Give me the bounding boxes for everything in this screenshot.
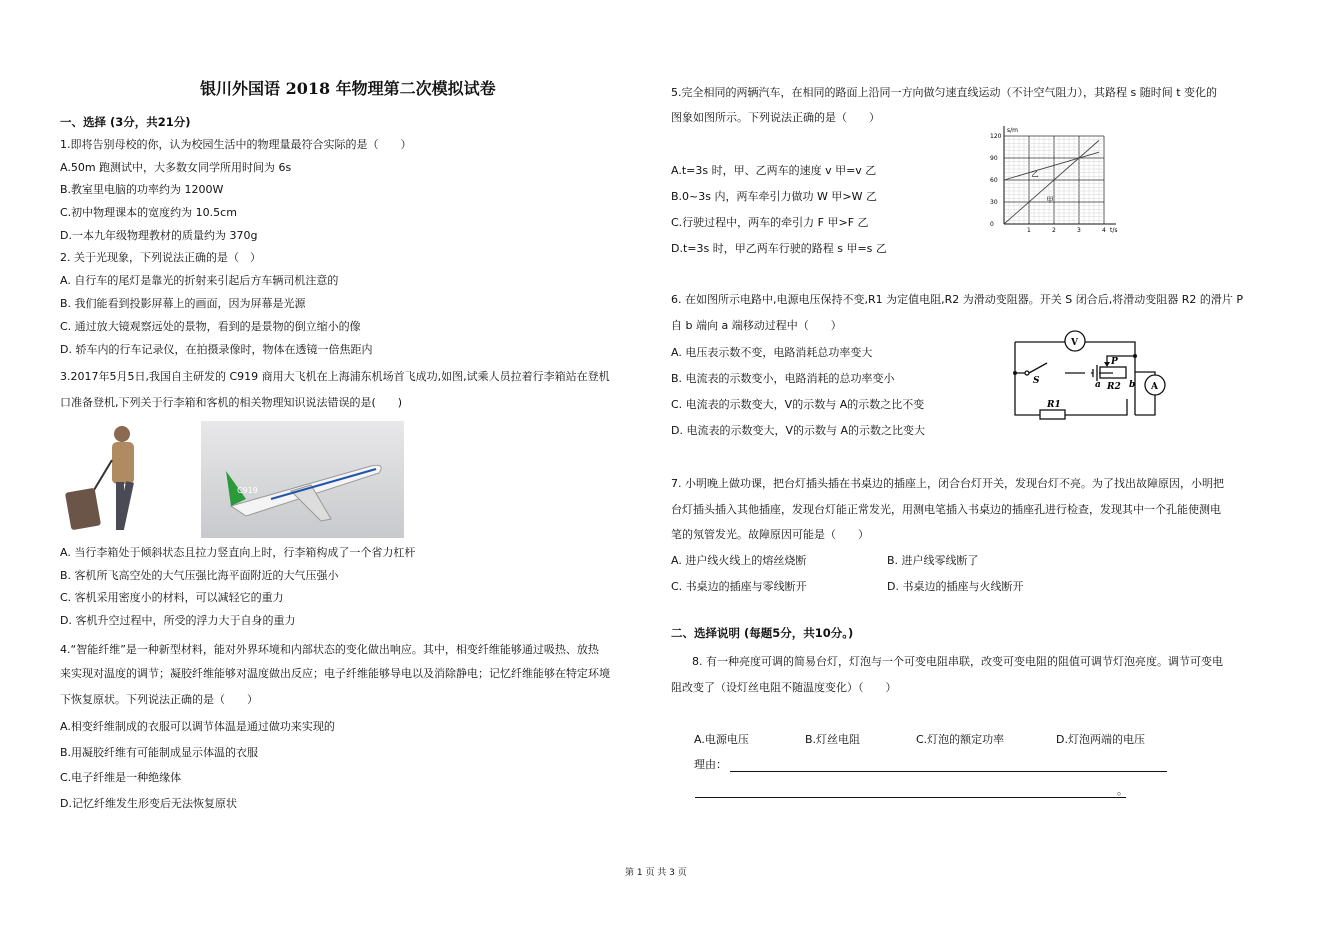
- traveler-with-luggage-image: [60, 420, 195, 538]
- y-tick-label: 30: [990, 199, 998, 206]
- section-1-heading: 一、选择 (3分，共21分): [60, 115, 191, 129]
- q3-option-b: B. 客机所飞高空处的大气压强比海平面附近的大气压强小: [60, 569, 339, 582]
- series-line-0: [1004, 140, 1099, 224]
- q6-option-a: A. 电压表示数不变，电路消耗总功率变大: [671, 346, 873, 359]
- q4-option-c: C.电子纤维是一种绝缘体: [60, 771, 182, 784]
- q8-option-c: C.灯泡的额定功率: [916, 733, 1005, 746]
- q4-stem-line2: 来实现对温度的调节；凝胶纤维能够对温度做出反应；电子纤维能够导电以及消除静电；记忆纤维能够在特定环境: [60, 667, 610, 680]
- q6-stem-line1: 6. 在如图所示电路中,电源电压保持不变,R1 为定值电阻,R2 为滑动变阻器。开关 S 闭合后,将滑动变阻器 R2 的滑片 P: [671, 293, 1243, 306]
- slider-label: P: [1111, 357, 1118, 367]
- series-label-yi: 乙: [1031, 170, 1039, 179]
- plane-tail-text: C919: [237, 486, 258, 495]
- circuit-diagram: [1005, 325, 1180, 420]
- switch-label: S: [1033, 376, 1040, 386]
- series-line-1: [1004, 152, 1099, 180]
- q4-option-a: A.相变纤维制成的衣服可以调节体温是通过做功来实现的: [60, 720, 335, 733]
- q4-option-b: B.用凝胶纤维有可能制成显示体温的衣服: [60, 746, 259, 759]
- reason-answer-line-1[interactable]: [730, 771, 1167, 772]
- x-tick-label: 4: [1102, 227, 1106, 234]
- q5-option-d: D.t=3s 时，甲乙两车行驶的路程 s 甲=s 乙: [671, 242, 887, 255]
- x-tick-label: 1: [1027, 227, 1031, 234]
- q8-end-mark: 。: [1117, 784, 1128, 797]
- reason-answer-line-2[interactable]: [695, 797, 1126, 798]
- ammeter-label: A: [1151, 382, 1158, 392]
- q7-option-a: A. 进户线火线上的熔丝烧断: [671, 554, 807, 567]
- q4-stem-line1: 4.“智能纤维”是一种新型材料，能对外界环境和内部状态的变化做出响应。其中，相变纤维能够通过吸热、放热: [60, 643, 599, 656]
- q5-option-a: A.t=3s 时，甲、乙两车的速度 v 甲=v 乙: [671, 164, 877, 177]
- q8-stem-line1: 8. 有一种亮度可调的简易台灯，灯泡与一个可变电阻串联，改变可变电阻的阻值可调节灯泡亮度。调节可变电: [692, 655, 1223, 668]
- y-tick-label: 90: [990, 155, 998, 162]
- q5-stem-line2: 图象如图所示。下列说法正确的是（ ）: [671, 111, 880, 124]
- page-footer: 第 1 页 共 3 页: [625, 868, 687, 878]
- x-axis-label: t/s: [1110, 227, 1118, 234]
- section-2-heading: 二、选择说明 (每题5分，共10分。): [671, 626, 854, 640]
- q8-option-a: A.电源电压: [694, 733, 749, 746]
- q4-option-d: D.记忆纤维发生形变后无法恢复原状: [60, 797, 237, 810]
- q1-stem: 1.即将告别母校的你，认为校园生活中的物理量最符合实际的是（ ）: [60, 138, 412, 151]
- q2-option-c: C. 通过放大镜观察远处的景物，看到的是景物的倒立缩小的像: [60, 320, 361, 333]
- q7-option-c: C. 书桌边的插座与零线断开: [671, 580, 807, 593]
- q3-option-d: D. 客机升空过程中，所受的浮力大于自身的重力: [60, 614, 296, 627]
- q3-option-a: A. 当行李箱处于倾斜状态且拉力竖直向上时，行李箱构成了一个省力杠杆: [60, 546, 416, 559]
- q3-option-c: C. 客机采用密度小的材料，可以减轻它的重力: [60, 591, 284, 604]
- series-label-jia: 甲: [1046, 196, 1054, 204]
- s-t-graph: [990, 124, 1125, 236]
- q2-stem: 2. 关于光现象，下列说法正确的是（ ）: [60, 251, 261, 264]
- r2-label: R2: [1107, 382, 1121, 392]
- q2-option-b: B. 我们能看到投影屏幕上的画面，因为屏幕是光源: [60, 297, 306, 310]
- page-title: 银川外国语 2018 年物理第二次模拟试卷: [200, 79, 496, 98]
- q8-reason-label: 理由：: [694, 758, 727, 771]
- q7-stem-line3: 笔的氖管发光。故障原因可能是（ ）: [671, 528, 869, 541]
- y-tick-label: 60: [990, 177, 998, 184]
- q2-option-d: D. 轿车内的行车记录仪，在拍摄录像时，物体在透镜一倍焦距内: [60, 343, 373, 356]
- q8-option-b: B.灯丝电阻: [805, 733, 861, 746]
- q8-stem-line2: 阻改变了（设灯丝电阻不随温度变化）（ ）: [671, 681, 897, 694]
- terminal-b-label: b: [1129, 380, 1136, 390]
- q5-option-c: C.行驶过程中，两车的牵引力 F 甲>F 乙: [671, 216, 869, 229]
- q6-option-c: C. 电流表的示数变大，V的示数与 A的示数之比不变: [671, 398, 925, 411]
- q6-stem-line2: 自 b 端向 a 端移动过程中（ ）: [671, 319, 842, 332]
- q4-stem-line3: 下恢复原状。下列说法正确的是（ ）: [60, 693, 258, 706]
- y-axis-label: s/m: [1007, 127, 1018, 134]
- q8-option-d: D.灯泡两端的电压: [1056, 733, 1145, 746]
- q1-option-b: B.教室里电脑的功率约为 1200W: [60, 183, 224, 196]
- c919-airplane-image: [201, 421, 404, 538]
- q1-option-d: D.一本九年级物理教材的质量约为 370g: [60, 229, 258, 242]
- y-tick-label: 120: [990, 133, 1002, 140]
- q1-option-a: A.50m 跑测试中，大多数女同学所用时间为 6s: [60, 161, 292, 174]
- q7-option-d: D. 书桌边的插座与火线断开: [887, 580, 1024, 593]
- x-tick-label: 2: [1052, 227, 1056, 234]
- voltmeter-label: V: [1071, 338, 1078, 348]
- q5-option-b: B.0~3s 内，两车牵引力做功 W 甲>W 乙: [671, 190, 877, 203]
- q5-stem-line1: 5.完全相同的两辆汽车，在相同的路面上沿同一方向做匀速直线运动（不计空气阻力），其路程 s 随时间 t 变化的: [671, 86, 1218, 99]
- q7-stem-line2: 台灯插头插入其他插座，发现台灯能正常发光，用测电笔插入书桌边的插座孔进行检查，发现其中一个孔能使测电: [671, 503, 1221, 516]
- r1-label: R1: [1047, 400, 1061, 410]
- q2-option-a: A. 自行车的尾灯是靠光的折射来引起后方车辆司机注意的: [60, 274, 339, 287]
- q1-option-c: C.初中物理课本的宽度约为 10.5cm: [60, 206, 237, 219]
- q7-stem-line1: 7. 小明晚上做功课，把台灯插头插在书桌边的插座上，闭合台灯开关，发现台灯不亮。为了找出故障原因，小明把: [671, 477, 1224, 490]
- q7-option-b: B. 进户线零线断了: [887, 554, 979, 567]
- q6-option-d: D. 电流表的示数变大，V的示数与 A的示数之比变大: [671, 424, 926, 437]
- x-tick-label: 3: [1077, 227, 1081, 234]
- q3-stem-line1: 3.2017年5月5日,我国自主研发的 C919 商用大飞机在上海浦东机场首飞成功,如图,试乘人员拉着行李箱站在登机: [60, 370, 610, 383]
- q6-option-b: B. 电流表的示数变小，电路消耗的总功率变小: [671, 372, 895, 385]
- terminal-a-label: a: [1095, 380, 1101, 390]
- y-tick-label: 0: [990, 221, 994, 228]
- q3-stem-line2: 口准备登机,下列关于行李箱和客机的相关物理知识说法错误的是( ): [60, 396, 403, 409]
